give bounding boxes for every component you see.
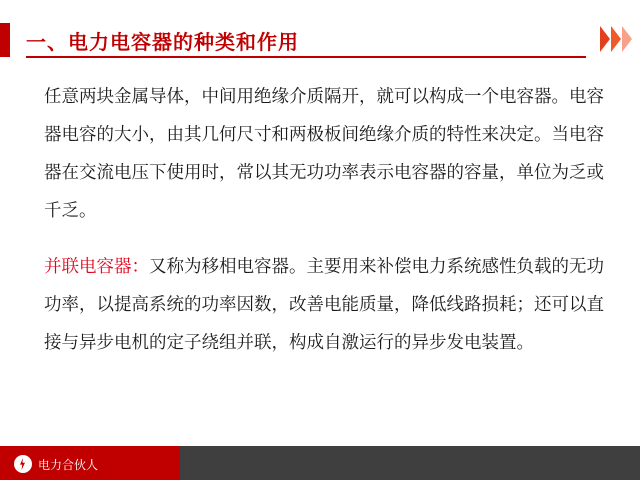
paragraph-2-lead: 并联电容器：: [44, 257, 149, 277]
title-underline: [26, 56, 586, 58]
page-title: 一、电力电容器的种类和作用: [26, 31, 299, 54]
footer-logo: [14, 455, 98, 473]
paragraph-2: [44, 248, 604, 362]
paragraph-1: 任意两块金属导体，中间用绝缘介质隔开，就可以构成一个电容器。电容器电容的大小，由其几何尺寸和两极板间绝缘介质的特性来决定。当电容器在交流电压下使用时，常以其无功功率表示电容器的容量，单位为乏或千乏。: [44, 87, 604, 221]
slide-footer: [0, 446, 640, 480]
title-accent-bar: [0, 23, 10, 57]
lightning-bolt-icon: [14, 455, 32, 473]
slide-content: [44, 78, 604, 362]
chevron-decoration: [600, 26, 632, 52]
chevron-right-icon: [622, 26, 632, 52]
paragraph-2-body: 又称为移相电容器。主要用来补偿电力系统感性负载的无功功率，以提高系统的功率因数，改善电能质量，降低线路损耗；还可以直接与异步电机的定子绕组并联，构成自激运行的异步发电装置。: [44, 257, 604, 353]
footer-logo-label: 电力合伙人: [38, 457, 99, 472]
chevron-right-icon: [611, 26, 621, 52]
chevron-right-icon: [600, 26, 610, 52]
footer-grey-block: [180, 446, 640, 480]
slide-title-bar: [0, 22, 640, 58]
